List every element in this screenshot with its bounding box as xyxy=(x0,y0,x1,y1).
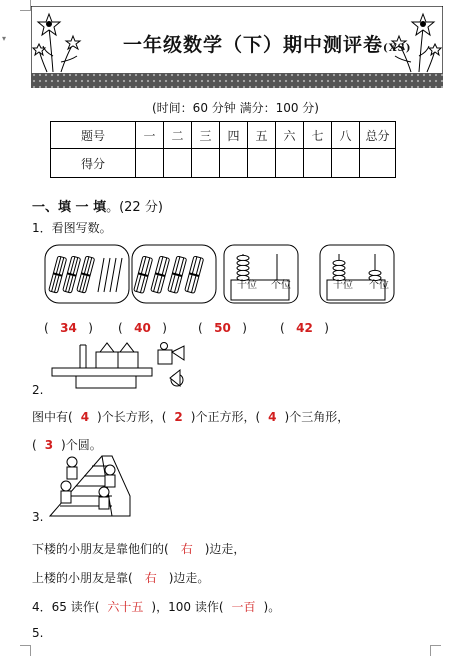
section-heading xyxy=(32,196,163,215)
q3-line-1: 下楼的小朋友是靠他们的( 右 )边走， xyxy=(32,542,246,556)
title-suffix: (XS) xyxy=(383,43,412,54)
score-input-cell[interactable] xyxy=(304,149,332,178)
section-score: 。(22 分) xyxy=(106,200,163,215)
table-cell: 一 xyxy=(136,122,164,149)
corner-mark-bottom-left xyxy=(20,645,31,656)
table-cell: 三 xyxy=(192,122,220,149)
corner-mark-top-left xyxy=(20,0,31,11)
q1-abacus-42 xyxy=(319,244,395,308)
q1-answer-1: ( 34 ) xyxy=(44,321,93,335)
margin-arrow-icon: ▾ xyxy=(2,34,7,43)
table-cell: 七 xyxy=(304,122,332,149)
abacus-ones-label: 个位 xyxy=(271,280,291,291)
abacus-tens-label: 十位 xyxy=(237,280,257,291)
question-1-label: 1．看图写数。 xyxy=(32,221,112,235)
table-row xyxy=(51,149,396,178)
page-title: 一年级数学（下）期中测评卷(XS) xyxy=(123,34,412,56)
q1-picture-sticks-40 xyxy=(131,244,217,308)
table-cell: 四 xyxy=(220,122,248,149)
q1-picture-sticks-34 xyxy=(44,244,130,308)
abacus-ones-label: 个位 xyxy=(369,280,389,291)
q2-shapes-figure xyxy=(50,340,190,396)
question-2-number: 2. xyxy=(32,383,44,397)
abacus-tens-label: 十位 xyxy=(333,280,353,291)
table-cell: 五 xyxy=(248,122,276,149)
question-5-number: 5. xyxy=(32,626,44,640)
score-input-cell[interactable] xyxy=(192,149,220,178)
table-cell: 八 xyxy=(332,122,360,149)
q1-abacus-50 xyxy=(223,244,299,308)
question-3-number: 3. xyxy=(32,510,44,524)
score-input-cell[interactable] xyxy=(220,149,248,178)
q4-line: 4．65 读作( 六十五 )，100 读作( 一百 )。 xyxy=(32,600,281,614)
section-title: 填 一 填 xyxy=(58,200,107,215)
score-input-cell[interactable] xyxy=(276,149,304,178)
corner-mark-bottom-right xyxy=(430,645,441,656)
table-row xyxy=(51,122,396,149)
q3-line-2: 上楼的小朋友是靠( 右 )边走。 xyxy=(32,571,210,585)
exam-meta: (时间：60 分钟 满分：100 分) xyxy=(152,101,319,115)
q2-line-1: 图中有( 4 )个长方形，( 2 )个正方形，( 4 )个三角形， xyxy=(32,410,350,424)
table-cell: 六 xyxy=(276,122,304,149)
q3-staircase-figure xyxy=(46,452,138,524)
table-cell: 得分 xyxy=(51,149,136,178)
q1-answer-3: ( 50 ) xyxy=(198,321,247,335)
section-number: 一、 xyxy=(32,200,59,215)
score-input-cell[interactable] xyxy=(164,149,192,178)
q2-line-2: ( 3 )个圆。 xyxy=(32,438,102,452)
table-cell: 题号 xyxy=(51,122,136,149)
q1-answer-2: ( 40 ) xyxy=(118,321,167,335)
score-table xyxy=(50,121,396,178)
table-cell: 总分 xyxy=(360,122,396,149)
score-input-cell[interactable] xyxy=(248,149,276,178)
score-input-cell[interactable] xyxy=(360,149,396,178)
table-cell: 二 xyxy=(164,122,192,149)
score-input-cell[interactable] xyxy=(136,149,164,178)
score-input-cell[interactable] xyxy=(332,149,360,178)
q1-answer-4: ( 42 ) xyxy=(280,321,329,335)
header-banner xyxy=(31,6,443,92)
